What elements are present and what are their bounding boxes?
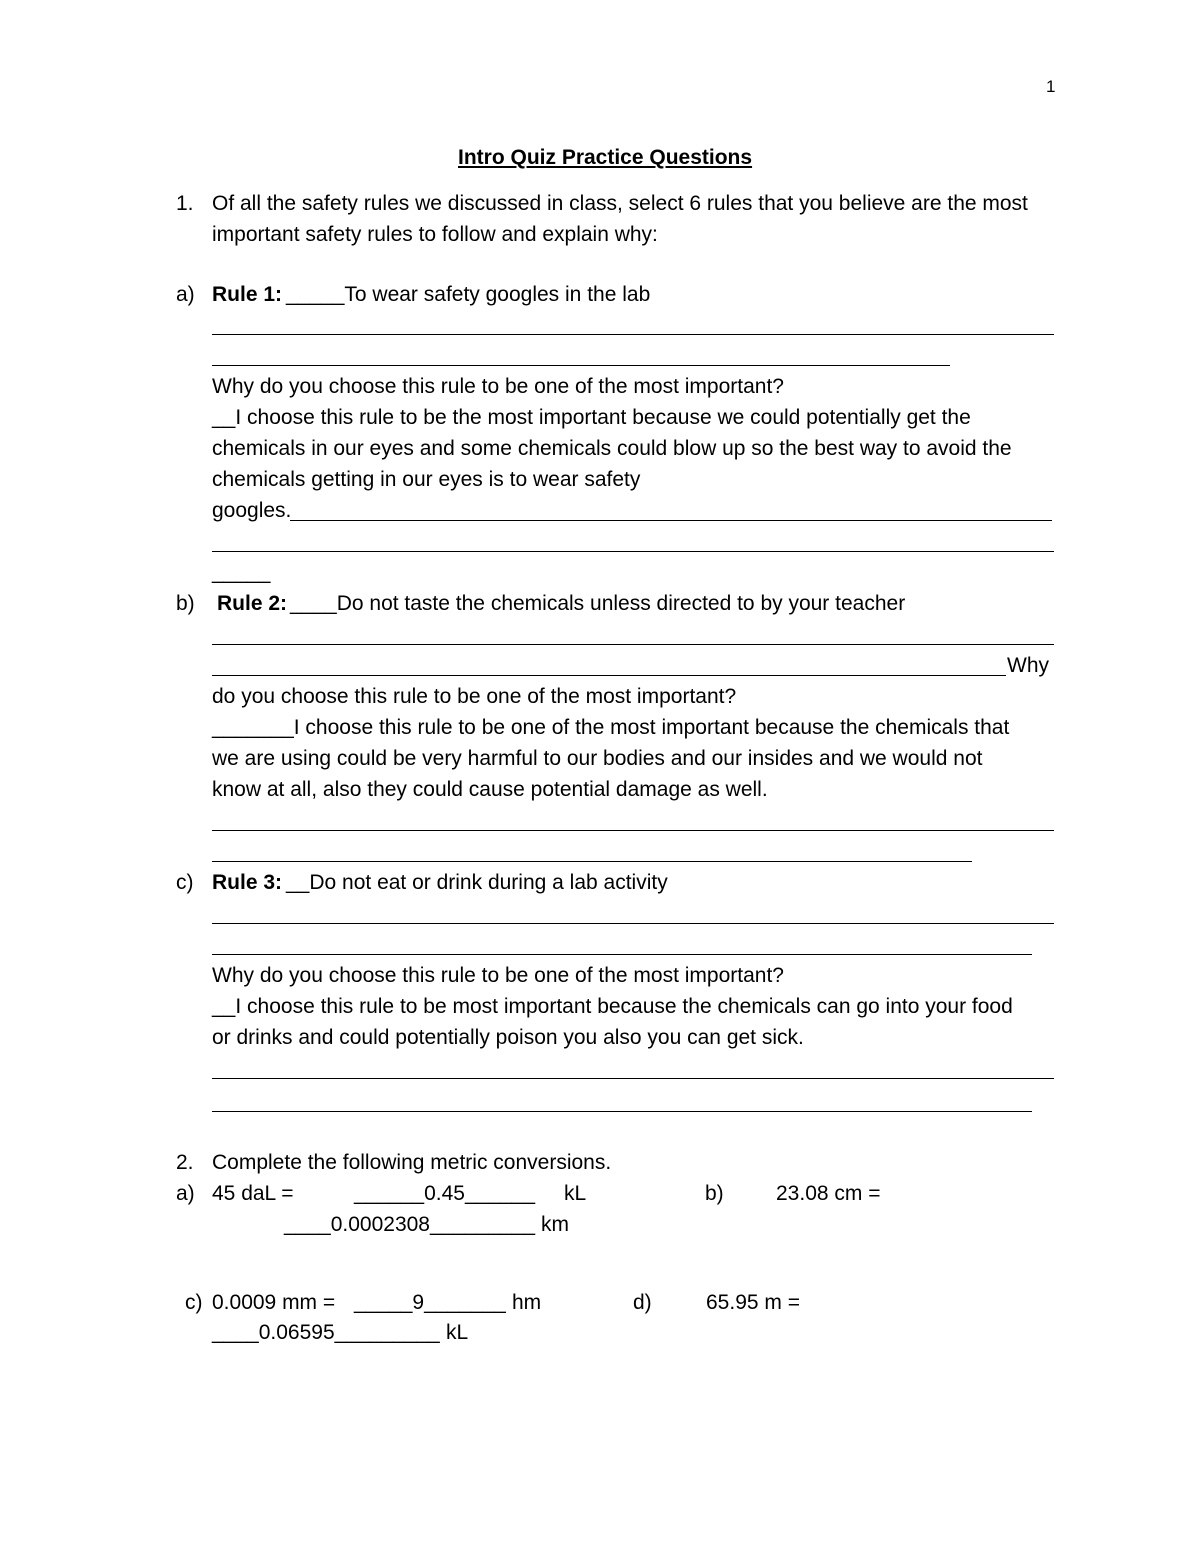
answer-line [212, 923, 1054, 924]
conversion-a-given: 45 daL = [212, 1182, 294, 1205]
conversion-d-label: d) [633, 1291, 652, 1314]
rule-2-answer-line-1: _______I choose this rule to be one of the most important because the chemicals that [212, 716, 1010, 739]
page-title: Intro Quiz Practice Questions [458, 146, 753, 169]
conversion-a-unit: kL [564, 1182, 587, 1205]
answer-line [212, 644, 1054, 645]
conversion-c-label: c) [185, 1291, 203, 1314]
rule-1-answer-line-1: __I choose this rule to be the most important because we could potentially get the [212, 406, 971, 429]
rule-1-label: Rule 1: [212, 283, 283, 306]
rule-2-answer-line-3: know at all, also they could cause potential damage as well. [212, 778, 768, 801]
rule-3-label-letter: c) [176, 871, 194, 894]
answer-line [212, 1078, 1054, 1079]
conversion-d-answer: ____0.06595_________ [212, 1321, 440, 1344]
answer-line [212, 830, 1054, 831]
answer-line [212, 861, 972, 862]
answer-line [290, 520, 1052, 521]
rule-2-label-letter: b) [176, 592, 195, 615]
question-1-line-2: important safety rules to follow and explain why: [212, 223, 658, 246]
page-number: 1 [1046, 77, 1056, 96]
conversion-b-given: 23.08 cm = [776, 1182, 881, 1205]
conversion-a-answer: ______0.45______ [354, 1182, 536, 1205]
rule-1-label-letter: a) [176, 283, 195, 306]
rule-1-answer-line-4: googles. [212, 499, 292, 522]
answer-line [212, 551, 1054, 552]
rule-1-answer-line-5: _____ [212, 561, 271, 584]
rule-3-answer-line-2: or drinks and could potentially poison you also you can get sick. [212, 1026, 804, 1049]
conversion-a-label: a) [176, 1182, 195, 1205]
question-1-number: 1. [176, 192, 194, 215]
rule-2-label: Rule 2: [217, 592, 288, 615]
answer-line [212, 334, 1054, 335]
rule-3-answer-line-1: __I choose this rule to be most important because the chemicals can go into your food [212, 995, 1013, 1018]
answer-line [212, 365, 950, 366]
conversion-d-unit: kL [446, 1321, 469, 1344]
answer-line [212, 1111, 1032, 1112]
conversion-c-answer: _____9_______ [354, 1291, 506, 1314]
conversion-d-given: 65.95 m = [706, 1291, 800, 1314]
rule-2-text: ____Do not taste the chemicals unless directed to by your teacher [290, 592, 906, 615]
rule-1-text: _____To wear safety googles in the lab [286, 283, 651, 306]
rule-1-question: Why do you choose this rule to be one of the most important? [212, 375, 784, 398]
rule-1-answer-line-3: chemicals getting in our eyes is to wear safety [212, 468, 641, 491]
rule-3-label: Rule 3: [212, 871, 283, 894]
question-2-number: 2. [176, 1151, 194, 1174]
conversion-b-label: b) [705, 1182, 724, 1205]
answer-line [212, 954, 1032, 955]
rule-3-text: __Do not eat or drink during a lab activity [286, 871, 668, 894]
rule-3-question: Why do you choose this rule to be one of the most important? [212, 964, 784, 987]
question-1-line-1: Of all the safety rules we discussed in class, select 6 rules that you believe are the most [212, 192, 1028, 215]
conversion-c-given: 0.0009 mm = [212, 1291, 336, 1314]
question-2-heading: Complete the following metric conversions. [212, 1151, 612, 1174]
rule-1-answer-line-2: chemicals in our eyes and some chemicals could blow up so the best way to avoid the [212, 437, 1012, 460]
rule-2-question: do you choose this rule to be one of the most important? [212, 685, 737, 708]
rule-2-answer-line-2: we are using could be very harmful to our bodies and our insides and we would not [212, 747, 983, 770]
conversion-b-answer: ____0.0002308_________ [284, 1213, 536, 1236]
conversion-c-unit: hm [512, 1291, 542, 1314]
answer-line [212, 675, 1006, 676]
rule-2-why: Why [1007, 654, 1049, 677]
conversion-b-unit: km [541, 1213, 569, 1236]
